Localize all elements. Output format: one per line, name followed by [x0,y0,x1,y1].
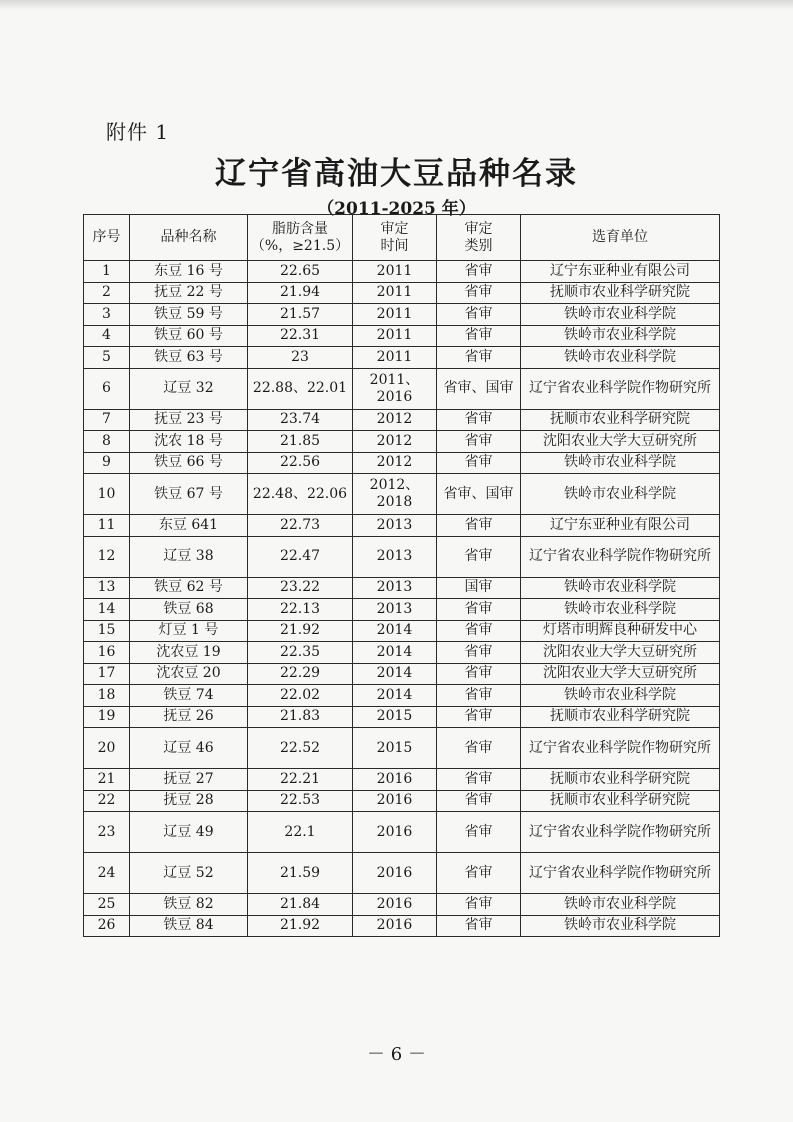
cell-fat: 21.94 [248,282,353,304]
cell-name: 铁豆 60 号 [130,325,248,347]
cell-fat: 22.65 [248,261,353,283]
cell-type: 省审 [437,728,521,769]
cell-fat: 22.13 [248,599,353,621]
cell-name: 辽豆 38 [130,536,248,577]
cell-unit: 铁岭市农业科学院 [521,325,720,347]
cell-year: 2015 [353,706,437,728]
cell-unit: 辽宁省农业科学院作物研究所 [521,812,720,853]
table-row [84,790,720,812]
page-number: － 6 － [367,1044,426,1065]
cell-type: 省审 [437,915,521,937]
cell-no: 15 [84,620,130,642]
cell-name: 抚豆 26 [130,706,248,728]
cell-name: 灯豆 1 号 [130,620,248,642]
header-unit: 选育单位 [521,215,720,261]
cell-no: 1 [84,261,130,283]
cell-unit: 抚顺市农业科学研究院 [521,706,720,728]
table-row [84,728,720,769]
cell-type: 省审 [437,261,521,283]
cell-no: 22 [84,790,130,812]
cell-name: 东豆 16 号 [130,261,248,283]
cell-year: 2011 [353,325,437,347]
cell-no: 8 [84,431,130,453]
cell-fat: 21.59 [248,853,353,894]
cell-no: 11 [84,515,130,537]
cell-unit: 沈阳农业大学大豆研究所 [521,642,720,664]
cell-fat: 22.1 [248,812,353,853]
cell-no: 26 [84,915,130,937]
cell-type: 省审 [437,599,521,621]
cell-unit: 铁岭市农业科学院 [521,474,720,515]
cell-name: 抚豆 28 [130,790,248,812]
header-time [353,215,437,261]
cell-unit: 抚顺市农业科学研究院 [521,790,720,812]
cell-type: 省审、国审 [437,474,521,515]
cell-type: 省审 [437,706,521,728]
header-type [437,215,521,261]
cell-name: 抚豆 23 号 [130,409,248,431]
table-row [84,853,720,894]
cell-unit: 沈阳农业大学大豆研究所 [521,663,720,685]
cell-fat: 23.22 [248,577,353,599]
cell-name: 东豆 641 [130,515,248,537]
cell-fat: 21.92 [248,915,353,937]
cell-type: 省审 [437,620,521,642]
cell-name: 辽豆 52 [130,853,248,894]
cell-type: 省审 [437,812,521,853]
cell-fat: 22.53 [248,790,353,812]
cell-type: 省审 [437,685,521,707]
cell-no: 17 [84,663,130,685]
cell-type: 省审 [437,304,521,326]
cell-fat: 22.56 [248,452,353,474]
cell-unit: 辽宁东亚种业有限公司 [521,261,720,283]
cell-fat: 22.48、22.06 [248,474,353,515]
cell-fat: 21.92 [248,620,353,642]
cell-year: 2011 [353,261,437,283]
table-row [84,325,720,347]
cell-type: 省审 [437,853,521,894]
cell-type: 省审 [437,790,521,812]
cell-type: 省审 [437,431,521,453]
cell-name: 抚豆 22 号 [130,282,248,304]
cell-no: 16 [84,642,130,664]
cell-type: 国审 [437,577,521,599]
cell-name: 抚豆 27 [130,769,248,791]
cell-unit: 铁岭市农业科学院 [521,685,720,707]
cell-unit: 铁岭市农业科学院 [521,304,720,326]
cell-year: 2012 [353,431,437,453]
cell-name: 辽豆 49 [130,812,248,853]
table-row [84,452,720,474]
cell-year: 2013 [353,515,437,537]
cell-unit: 铁岭市农业科学院 [521,577,720,599]
cell-no: 3 [84,304,130,326]
cell-fat: 22.31 [248,325,353,347]
cell-no: 21 [84,769,130,791]
cell-type: 省审 [437,325,521,347]
cell-unit: 灯塔市明辉良种研发中心 [521,620,720,642]
header-type-line1: 审定 [464,220,493,237]
cell-fat: 22.52 [248,728,353,769]
cell-name: 铁豆 82 [130,894,248,916]
cell-name: 铁豆 63 号 [130,347,248,369]
header-fat-line1: 脂肪含量 [272,220,328,237]
table-row [84,282,720,304]
cell-type: 省审 [437,536,521,577]
cell-type: 省审 [437,282,521,304]
cell-name: 沈农 18 号 [130,431,248,453]
cell-fat: 23 [248,347,353,369]
table-row [84,409,720,431]
cell-name: 辽豆 46 [130,728,248,769]
cell-name: 铁豆 62 号 [130,577,248,599]
cell-name: 铁豆 66 号 [130,452,248,474]
cell-fat: 22.88、22.01 [248,368,353,409]
cell-type: 省审 [437,452,521,474]
cell-unit: 沈阳农业大学大豆研究所 [521,431,720,453]
cell-no: 4 [84,325,130,347]
cell-name: 铁豆 74 [130,685,248,707]
cell-no: 19 [84,706,130,728]
table-row [84,515,720,537]
table-header-row [84,215,720,261]
header-fat-line2: （%，≥21.5） [250,237,350,254]
table-row [84,368,720,409]
cell-unit: 辽宁省农业科学院作物研究所 [521,368,720,409]
cell-type: 省审 [437,642,521,664]
table-row [84,599,720,621]
cell-type: 省审 [437,347,521,369]
cell-no: 14 [84,599,130,621]
cell-no: 12 [84,536,130,577]
cell-unit: 辽宁东亚种业有限公司 [521,515,720,537]
table-row [84,642,720,664]
cell-fat: 22.47 [248,536,353,577]
cell-year: 2014 [353,663,437,685]
cell-fat: 22.02 [248,685,353,707]
table-row [84,431,720,453]
cell-year: 2013 [353,536,437,577]
cell-type: 省审 [437,515,521,537]
cell-unit: 铁岭市农业科学院 [521,894,720,916]
cell-no: 9 [84,452,130,474]
table-row [84,706,720,728]
cell-type: 省审、国审 [437,368,521,409]
cell-year: 2011 [353,282,437,304]
cell-year: 2013 [353,577,437,599]
header-name: 品种名称 [130,215,248,261]
cell-year: 2016 [353,915,437,937]
table-row [84,536,720,577]
cell-no: 13 [84,577,130,599]
cell-no: 20 [84,728,130,769]
cell-year: 2011 [353,304,437,326]
header-type-line2: 类别 [464,237,493,254]
attachment-label: 附件 1 [106,120,170,144]
cell-type: 省审 [437,769,521,791]
cell-year: 2014 [353,642,437,664]
table-row [84,261,720,283]
cell-no: 2 [84,282,130,304]
cell-no: 10 [84,474,130,515]
header-no: 序号 [84,215,130,261]
cell-unit: 辽宁省农业科学院作物研究所 [521,853,720,894]
cell-name: 铁豆 59 号 [130,304,248,326]
cell-no: 25 [84,894,130,916]
cell-year: 2011、2016 [353,368,437,409]
cell-no: 7 [84,409,130,431]
cell-unit: 辽宁省农业科学院作物研究所 [521,536,720,577]
cell-no: 5 [84,347,130,369]
cell-type: 省审 [437,409,521,431]
cell-fat: 22.35 [248,642,353,664]
header-time-line1: 审定 [380,220,409,237]
cell-unit: 铁岭市农业科学院 [521,452,720,474]
cell-unit: 抚顺市农业科学研究院 [521,282,720,304]
table-row [84,769,720,791]
cell-year: 2015 [353,728,437,769]
cell-name: 铁豆 68 [130,599,248,621]
cell-fat: 21.83 [248,706,353,728]
variety-table [83,214,720,937]
table-row [84,474,720,515]
table-row [84,915,720,937]
cell-fat: 21.57 [248,304,353,326]
cell-year: 2011 [353,347,437,369]
cell-fat: 22.29 [248,663,353,685]
cell-name: 沈农豆 20 [130,663,248,685]
cell-year: 2012 [353,452,437,474]
header-fat [248,215,353,261]
cell-year: 2016 [353,790,437,812]
header-time-line2: 时间 [380,237,409,254]
cell-fat: 21.84 [248,894,353,916]
cell-year: 2014 [353,685,437,707]
document-title: 辽宁省高油大豆品种名录 [215,156,578,192]
table-row [84,812,720,853]
cell-year: 2013 [353,599,437,621]
table-row [84,347,720,369]
cell-fat: 22.21 [248,769,353,791]
document-subtitle: （2011-2025 年） [317,199,476,219]
table-row [84,577,720,599]
cell-fat: 21.85 [248,431,353,453]
cell-type: 省审 [437,894,521,916]
cell-unit: 铁岭市农业科学院 [521,915,720,937]
cell-fat: 23.74 [248,409,353,431]
cell-no: 23 [84,812,130,853]
table-row [84,304,720,326]
cell-year: 2014 [353,620,437,642]
table-row [84,620,720,642]
cell-year: 2016 [353,853,437,894]
table-row [84,663,720,685]
cell-year: 2016 [353,769,437,791]
cell-year: 2012 [353,409,437,431]
cell-year: 2012、2018 [353,474,437,515]
cell-name: 辽豆 32 [130,368,248,409]
cell-name: 铁豆 84 [130,915,248,937]
cell-unit: 抚顺市农业科学研究院 [521,769,720,791]
cell-name: 铁豆 67 号 [130,474,248,515]
cell-year: 2016 [353,812,437,853]
cell-no: 6 [84,368,130,409]
cell-fat: 22.73 [248,515,353,537]
cell-no: 18 [84,685,130,707]
scan-top-edge [0,0,793,10]
cell-unit: 抚顺市农业科学研究院 [521,409,720,431]
cell-name: 沈农豆 19 [130,642,248,664]
table-row [84,685,720,707]
cell-unit: 铁岭市农业科学院 [521,347,720,369]
cell-unit: 铁岭市农业科学院 [521,599,720,621]
cell-type: 省审 [437,663,521,685]
cell-unit: 辽宁省农业科学院作物研究所 [521,728,720,769]
cell-no: 24 [84,853,130,894]
table-row [84,894,720,916]
cell-year: 2016 [353,894,437,916]
